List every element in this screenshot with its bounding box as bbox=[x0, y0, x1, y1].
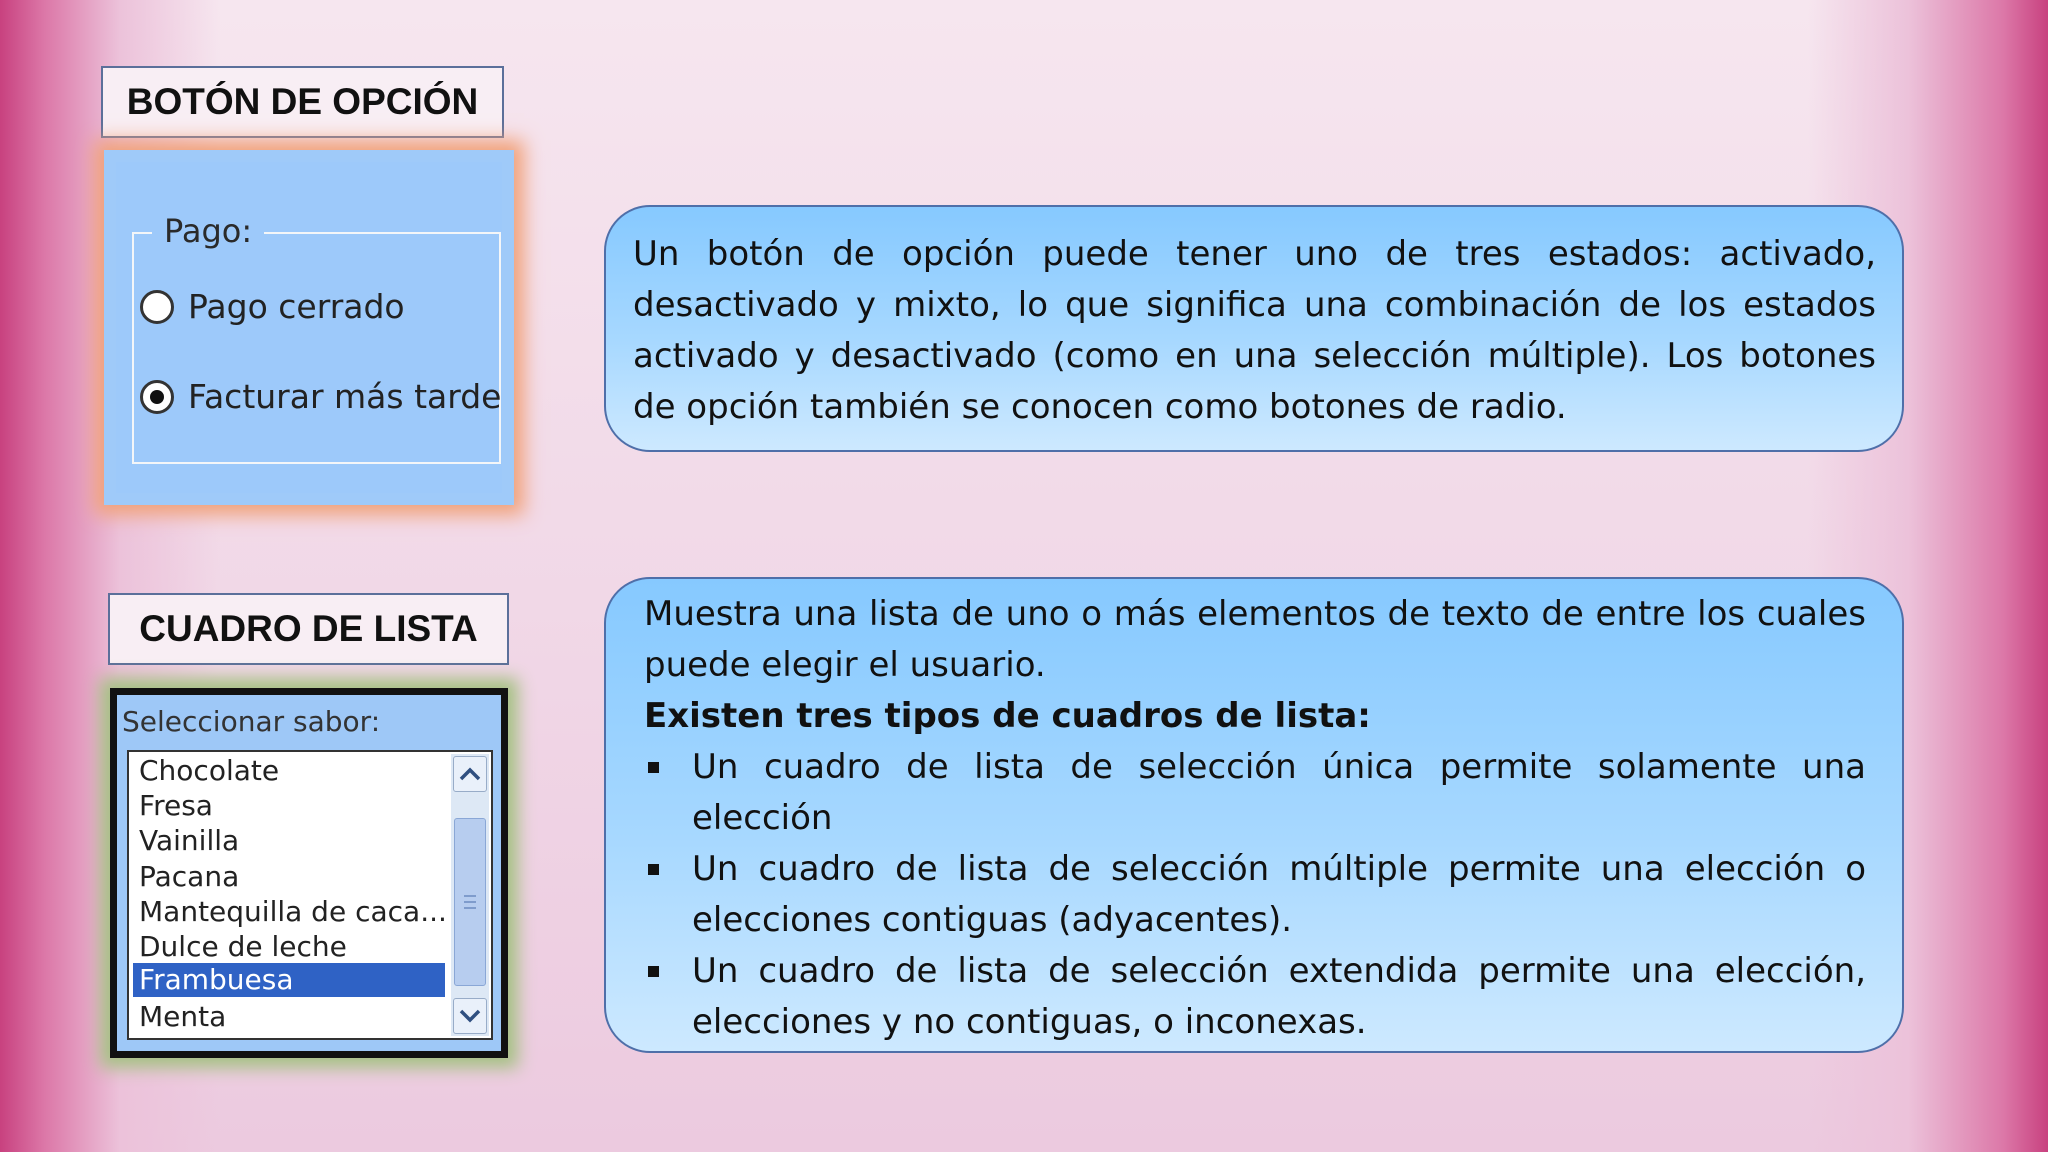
listbox[interactable] bbox=[127, 750, 493, 1040]
radio-button-example bbox=[104, 150, 514, 505]
description-box-list-box bbox=[604, 577, 1904, 1053]
listbox-example bbox=[110, 688, 508, 1058]
grip-icon bbox=[455, 819, 485, 985]
listbox-panel bbox=[117, 695, 501, 1051]
radio-panel bbox=[116, 162, 502, 493]
scroll-down-button[interactable] bbox=[453, 998, 487, 1034]
list-item[interactable]: Fresa bbox=[139, 789, 213, 822]
list-item[interactable]: Menta bbox=[139, 1000, 227, 1033]
groupbox-label: Pago: bbox=[152, 212, 264, 250]
description-text: Un botón de opción puede tener uno de tres estados: activado, desactivado y mixto, lo que significa una combinación de los estados activado y desactivado (como en una selección múltiple). Los botones de opción también se conocen como botones de radio. bbox=[633, 234, 1876, 427]
list-item[interactable]: Pacana bbox=[139, 860, 240, 893]
listbox-caption: Seleccionar sabor: bbox=[122, 705, 381, 738]
chevron-up-icon bbox=[459, 767, 481, 781]
chevron-down-icon bbox=[459, 1009, 481, 1023]
radio-unchecked-icon[interactable] bbox=[140, 290, 174, 324]
scroll-up-button[interactable] bbox=[453, 756, 487, 792]
radio-label: Pago cerrado bbox=[188, 287, 405, 326]
bullet-list bbox=[644, 742, 1866, 1048]
list-item[interactable]: Dulce de leche bbox=[139, 930, 347, 963]
description-heading: Existen tres tipos de cuadros de lista: bbox=[644, 696, 1371, 736]
radio-checked-icon[interactable] bbox=[140, 380, 174, 414]
radio-option-pago-cerrado[interactable] bbox=[140, 287, 405, 326]
section-title-list-box: CUADRO DE LISTA bbox=[108, 593, 509, 665]
scroll-thumb[interactable] bbox=[454, 818, 486, 986]
radio-label: Facturar más tarde bbox=[188, 377, 502, 416]
bullet-item: Un cuadro de lista de selección múltiple permite una elección o elecciones contiguas (adyacentes). bbox=[644, 844, 1866, 946]
bullet-item: Un cuadro de lista de selección única permite solamente una elección bbox=[644, 742, 1866, 844]
list-item[interactable]: Chocolate bbox=[139, 754, 280, 787]
bullet-item: Un cuadro de lista de selección extendida permite una elección, elecciones y no contiguas, o inconexas. bbox=[644, 946, 1866, 1048]
description-intro: Muestra una lista de uno o más elementos de texto de entre los cuales puede elegir el usuario. bbox=[644, 594, 1866, 685]
list-item[interactable]: Vainilla bbox=[139, 824, 240, 857]
section-title-option-button: BOTÓN DE OPCIÓN bbox=[101, 66, 504, 138]
groupbox-border bbox=[132, 232, 501, 464]
list-item[interactable]: Mantequilla de caca... bbox=[139, 895, 447, 928]
radio-option-facturar[interactable] bbox=[140, 377, 501, 416]
scrollbar[interactable] bbox=[451, 754, 489, 1036]
description-box-option-button bbox=[604, 205, 1904, 452]
list-item-selected[interactable]: Frambuesa bbox=[133, 963, 445, 997]
